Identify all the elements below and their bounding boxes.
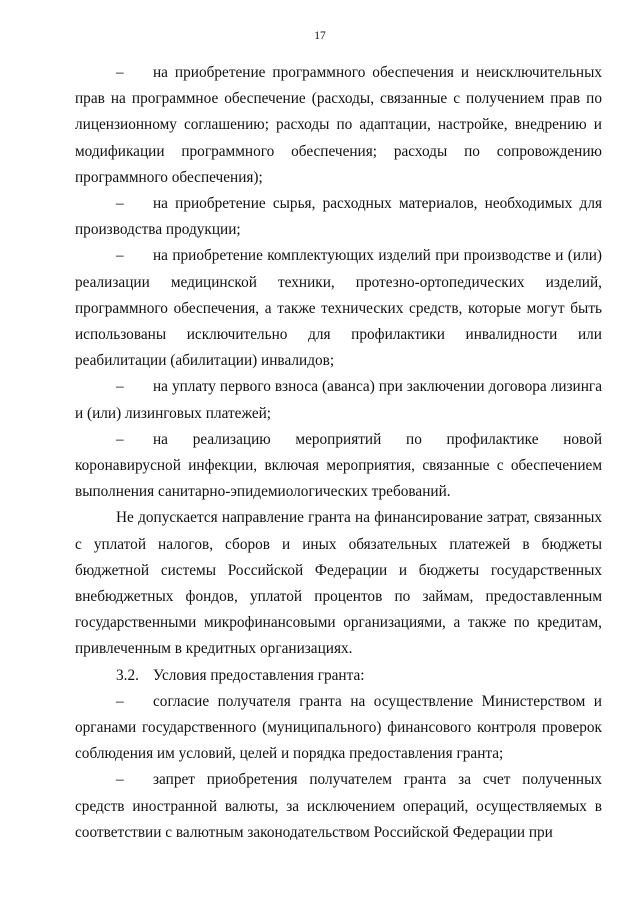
section-heading-3-2 <box>75 663 602 689</box>
dash-marker: – <box>116 195 124 213</box>
paragraph-text: Условия предоставления гранта: <box>153 666 365 684</box>
bullet-paragraph-consent <box>75 689 602 768</box>
dash-marker: – <box>116 64 124 81</box>
paragraph-text: на приобретение сырья, расходных материалов, необходимых для производства продукции; <box>75 195 602 239</box>
paragraph-text: на уплату первого взноса (аванса) при заключении договора лизинга и (или) лизинговых платежей; <box>75 378 602 422</box>
dash-marker: – <box>116 430 124 448</box>
paragraph-text: Не допускается направление гранта на финансирование затрат, связанных с уплатой налогов, сборов и иных обязательных платежей в бюджеты бюджетной системы Российской Федерации и бюджеты государственных внебюджетных фондов, уплатой процентов по займам, предоставленным государственными микрофинансовыми организациями, а также по кредитам, привлеченным в кредитных организациях. <box>75 509 602 658</box>
bullet-paragraph-components <box>75 243 602 374</box>
section-number: 3.2. <box>116 666 139 684</box>
paragraph-text: на реализацию мероприятий по профилактике новой коронавирусной инфекции, включая мероприятия, связанные с обеспечением выполнения санитарно-эпидемиологических требований. <box>75 430 602 501</box>
bullet-paragraph-raw-materials <box>75 191 602 243</box>
paragraph-text: запрет приобретения получателем гранта за счет полученных средств иностранной валюты, за исключением операций, осуществляемых в соответствии с валютным законодательством Российской Федерации при <box>75 771 602 841</box>
paragraph-restrictions <box>75 505 602 662</box>
page-number: 17 <box>314 30 326 42</box>
paragraph-text: на приобретение комплектующих изделий при производстве и (или) реализации медицинской техники, протезно-ортопедических изделий, программного обеспечения, а также технических средств, которые могут быть использованы исключительно для профилактики инвалидности или реабилитации (абилитации) инвалидов; <box>75 247 602 370</box>
dash-marker: – <box>116 247 124 265</box>
bullet-paragraph-currency <box>75 767 602 846</box>
bullet-paragraph-covid <box>75 427 602 506</box>
paragraph-text: согласие получателя гранта на осуществление Министерством и органами государственного (муниципального) финансового контроля проверок соблюдения им условий, целей и порядка предоставления гранта; <box>75 692 602 763</box>
dash-marker: – <box>116 692 124 710</box>
dash-marker: – <box>116 378 124 396</box>
body-text <box>75 60 602 846</box>
paragraph-text: на приобретение программного обеспечения и неисключительных прав на программное обеспечение (расходы, связанные с получением прав по лицензионному соглашению; расходы по адаптации, настройке, внедрению и модификации программного обеспечения; расходы по сопровождению программного обеспечения); <box>75 64 602 186</box>
bullet-paragraph-leasing <box>75 374 602 426</box>
bullet-paragraph-software <box>75 60 602 191</box>
dash-marker: – <box>116 771 124 789</box>
